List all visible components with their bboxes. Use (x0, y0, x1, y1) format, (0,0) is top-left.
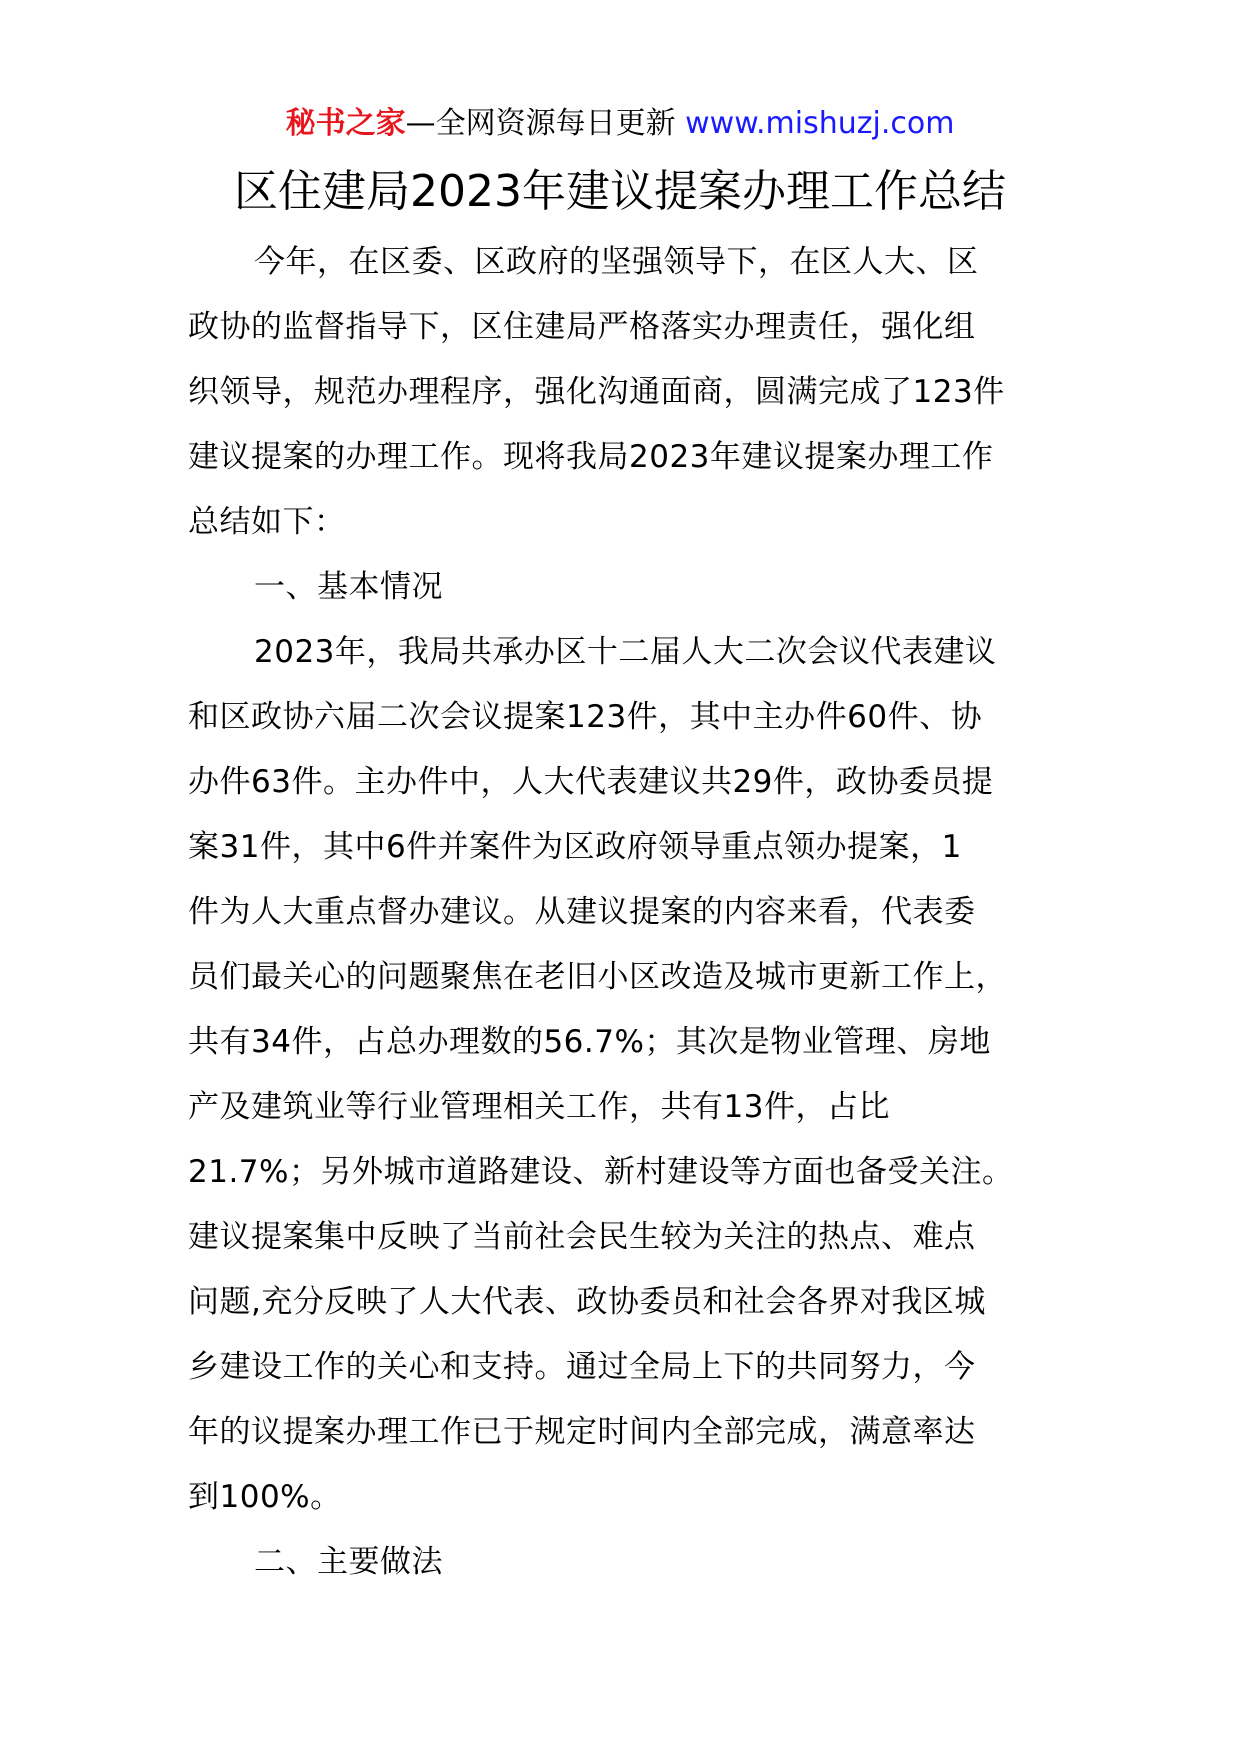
paragraph-line: 织领导，规范办理程序，强化沟通面商，圆满完成了123件 (188, 374, 1005, 410)
paragraph-line: 21.7%；另外城市道路建设、新村建设等方面也备受关注。 (188, 1154, 1014, 1190)
paragraph-line: 2023年，我局共承办区十二届人大二次会议代表建议 (254, 634, 997, 670)
paragraph-line: 年的议提案办理工作已于规定时间内全部完成，满意率达 (188, 1414, 976, 1450)
paragraph-line: 和区政协六届二次会议提案123件，其中主办件60件、协 (188, 699, 983, 735)
paragraph-line: 产及建筑业等行业管理相关工作，共有13件，占比 (188, 1089, 890, 1125)
paragraph-line: 政协的监督指导下，区住建局严格落实办理责任，强化组 (188, 309, 976, 345)
paragraph-line: 今年，在区委、区政府的坚强领导下，在区人大、区 (254, 244, 979, 280)
section-heading: 二、主要做法 (254, 1544, 443, 1580)
paragraph-line: 到100%。 (188, 1479, 342, 1515)
paragraph-line: 总结如下： (188, 504, 346, 540)
website-link[interactable]: www.mishuzj.com (685, 106, 955, 141)
paragraph-line: 问题,充分反映了人大代表、政协委员和社会各界对我区城 (188, 1284, 986, 1320)
document-title: 区住建局2023年建议提案办理工作总结 (234, 166, 1006, 217)
paragraph-line: 乡建设工作的关心和支持。通过全局上下的共同努力，今 (188, 1349, 976, 1385)
paragraph-line: 建议提案集中反映了当前社会民生较为关注的热点、难点 (188, 1219, 976, 1255)
header-slogan: —全网资源每日更新 (405, 106, 686, 141)
document-body (188, 230, 1058, 1595)
section-heading: 一、基本情况 (254, 569, 443, 605)
brand-name: 秘书之家 (285, 106, 406, 141)
site-header (0, 102, 1240, 146)
paragraph-line: 办件63件。主办件中，人大代表建议共29件，政协委员提 (188, 764, 994, 800)
paragraph-line: 员们最关心的问题聚焦在老旧小区改造及城市更新工作上， (188, 959, 1007, 995)
paragraph-line: 建议提案的办理工作。现将我局2023年建议提案办理工作 (188, 439, 994, 475)
paragraph-line: 件为人大重点督办建议。从建议提案的内容来看，代表委 (188, 894, 976, 930)
paragraph-line: 案31件，其中6件并案件为区政府领导重点领办提案，1 (188, 829, 962, 865)
paragraph-line: 共有34件，占总办理数的56.7%；其次是物业管理、房地 (188, 1024, 991, 1060)
